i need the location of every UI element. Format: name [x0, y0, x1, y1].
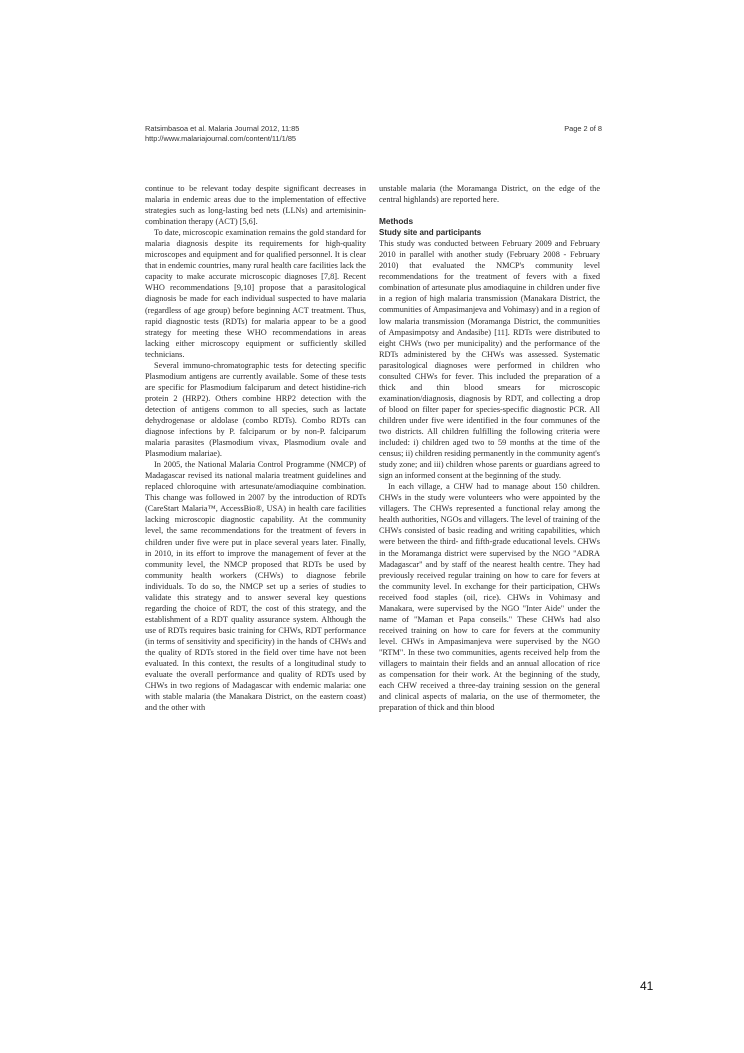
page-label: Page 2 of 8 — [564, 124, 602, 133]
article-url: http://www.malariajournal.com/content/11/1/85 — [145, 134, 297, 143]
paragraph: Several immuno-chromatographic tests for detecting specific Plasmodium antigens are currently available. Some of these tests are specific for Plasmodium falciparum and detect histidine-rich protein 2 (HRP2). Others combine HRP2 detection with the detection of antigens common to all species, such as lactate dehydrogenase or aldolase (combo RDTs). Combo RDTs can diagnose infections by P. falciparum or by non-P. falciparum malaria parasites (Plasmodium vivax, Plasmodium ovale and Plasmodium malariae). — [145, 360, 366, 459]
article-citation: Ratsimbasoa et al. Malaria Journal 2012, 11:85 — [145, 124, 300, 133]
paragraph: In each village, a CHW had to manage about 150 children. CHWs in the study were volunteers who were appointed by the villagers. The CHWs represented a functional relay among the health authorities, NGOs and villagers. The level of training of the CHWs consisted of basic reading and writing capabilities, which were between the third- and fifth-grade educational levels. CHWs in the Moramanga district were supervised by the NGO "ADRA Madagascar" and by staff of the nearest health centre. They had previously received regular training on how to care for fevers at the community level. In exchange for their participation, CHWs received food staples (oil, rice). CHWs in Vohimasy and Manakara, were supervised by the NGO "Inter Aide" under the name of "Maman et Papa conseils." These CHWs had also received training on how to care for fevers at the community level. CHWs in Ampasimanjeva were supervised by the NGO "RTM". In these two communities, agents received help from the villagers to maintain their fields and an annual allocation of rice as compensation for their work. At the beginning of the study, each CHW received a three-day training session on the general and clinical aspects of malaria, on the use of thermometer, the preparation of thick and thin blood — [379, 482, 600, 713]
right-column — [379, 183, 600, 713]
footer-page-number: 41 — [640, 979, 654, 993]
paragraph: This study was conducted between February 2009 and February 2010 in parallel with another study (February 2008 - February 2010) that evaluated the NMCP's community level recommendations for the treatment of fevers with a fixed combination of artesunate plus amodiaquine in children under five in a region of high malaria transmission (Manakara District, the communities of Ampasimanjeva and Vohimasy) and in a region of low malaria transmission (Moramanga District, the communities of Ampasimpotsy and Andasibe) [11]. RDTs were distributed to eight CHWs (two per municipality) and the performance of the RDTs administered by the CHWs was assessed. Systematic parasitological diagnoses were performed in children who consulted CHWs for fever. This included the preparation of a thick and thin blood smears for microscopic examination/diagnosis, diagnosis by RDT, and collecting a drop of blood on filter paper for species-specific diagnostic PCR. All children under five were identified in the four communes of the two districts. All children fulfilling the following criteria were included: i) children aged two to 59 months at the time of the census; ii) children residing permanently in the community agent's study zone; and iii) children whose parents or guardians agreed to sign an informed consent at the beginning of the study. — [379, 239, 600, 481]
paragraph: To date, microscopic examination remains the gold standard for malaria diagnosis despite its requirements for high-quality microscopes and equipment and for qualified personnel. It is clear that in endemic countries, many rural health care facilities lack the capacity to make accurate microscopic diagnoses [7,8]. Recent WHO recommendations [9,10] propose that a parasitological diagnosis be made for each individual suspected to have malaria (regardless of age group) before beginning ACT treatment. Thus, rapid diagnostic tests (RDTs) for malaria appear to be a good strategy for meeting these WHO recommendations in areas lacking either microscopy equipment or sufficiently skilled technicians. — [145, 228, 366, 359]
section-heading: Methods — [379, 216, 414, 227]
subsection-heading: Study site and participants — [379, 228, 482, 238]
paragraph-continuation: unstable malaria (the Moramanga District, on the edge of the central highlands) are reported here. — [379, 184, 600, 205]
paragraph: continue to be relevant today despite significant decreases in malaria in endemic areas due to the implementation of effective strategies such as long-lasting bed nets (LLNs) and artemisinin-combination therapy (ACT) [5,6]. — [145, 184, 366, 227]
paragraph: In 2005, the National Malaria Control Programme (NMCP) of Madagascar revised its national malaria treatment guidelines and replaced chloroquine with artesunate/amodiaquine combination. This change was followed in 2007 by the introduction of RDTs (CareStart Malaria™, AccessBio®, USA) in health care facilities lacking microscopic diagnostic capability. At the community level, the same recommendations for the treatment of fevers in children under five were put in place several years later. Finally, in 2010, in its effort to improve the management of fever at the community level, the NMCP proposed that RDTs be used by community health workers (CHWs) to diagnose febrile individuals. To do so, the NMCP set up a series of studies to validate this strategy and to answer several key questions regarding the choice of RDT, the cost of this strategy, and the establishment of a RDT quality assurance system. Although the use of RDTs requires basic training for CHWs, RDT performance (in terms of sensitivity and specificity) in the hands of CHWs and the quality of RDTs stored in the field over time have not been evaluated. In this context, the results of a longitudinal study to evaluate the overall performance and quality of RDTs used by CHWs in two regions of Madagascar with endemic malaria: one with stable malaria (the Manakara District, on the eastern coast) and the other with — [145, 460, 366, 713]
left-column — [145, 183, 366, 713]
